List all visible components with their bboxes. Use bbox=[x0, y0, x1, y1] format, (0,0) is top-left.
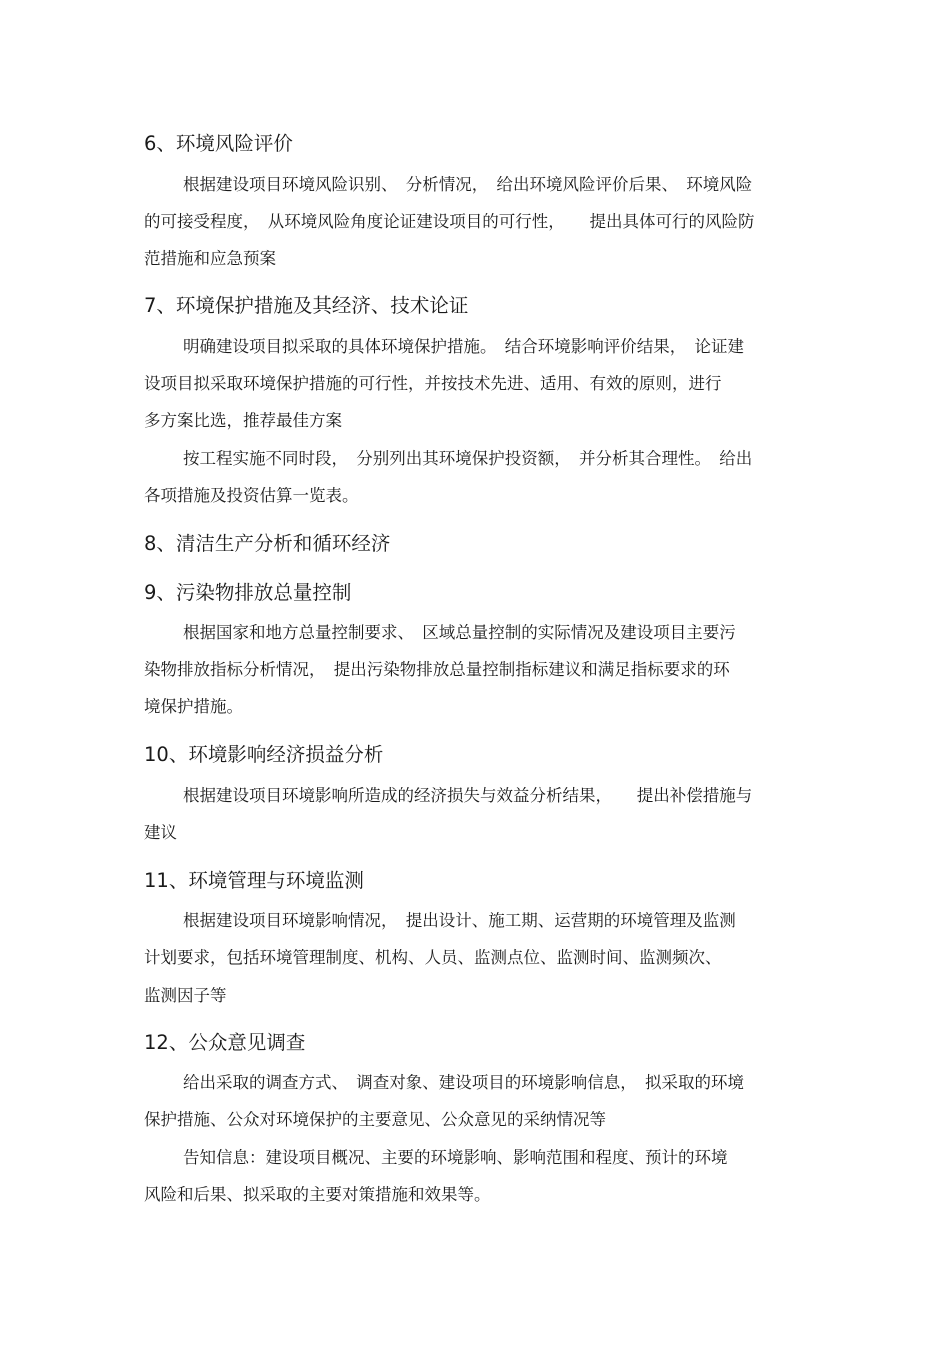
paragraph-line: 根据国家和地方总量控制要求、 区域总量控制的实际情况及建设项目主要污 bbox=[183, 623, 736, 642]
section-heading-9: 9、污染物排放总量控制 bbox=[144, 581, 352, 604]
paragraph-line: 根据建设项目环境影响情况， 提出设计、施工期、运营期的环境管理及监测 bbox=[183, 911, 736, 930]
paragraph-line: 建议 bbox=[144, 823, 177, 842]
paragraph-line: 多方案比选，推荐最佳方案 bbox=[144, 411, 342, 430]
paragraph-line: 给出采取的调查方式、 调查对象、建设项目的环境影响信息， 拟采取的环境 bbox=[183, 1073, 744, 1092]
section-heading-11: 11、环境管理与环境监测 bbox=[144, 869, 364, 892]
paragraph-line: 范措施和应急预案 bbox=[144, 249, 276, 268]
section-heading-12: 12、公众意见调查 bbox=[144, 1031, 306, 1054]
paragraph-line: 按工程实施不同时段， 分别列出其环境保护投资额， 并分析其合理性。 给出 bbox=[183, 449, 753, 468]
paragraph-line: 明确建设项目拟采取的具体环境保护措施。 结合环境影响评价结果， 论证建 bbox=[183, 337, 744, 356]
paragraph-line: 境保护措施。 bbox=[144, 697, 243, 716]
paragraph-line: 根据建设项目环境影响所造成的经济损失与效益分析结果， 提出补偿措施与 bbox=[183, 786, 753, 805]
paragraph-line: 的可接受程度， 从环境风险角度论证建设项目的可行性， 提出具体可行的风险防 bbox=[144, 212, 755, 231]
paragraph-line: 根据建设项目环境风险识别、 分析情况， 给出环境风险评价后果、 环境风险 bbox=[183, 175, 753, 194]
paragraph-line: 各项措施及投资估算一览表。 bbox=[144, 486, 359, 505]
paragraph-line: 计划要求，包括环境管理制度、机构、人员、监测点位、监测时间、监测频次、 bbox=[144, 948, 722, 967]
section-heading-10: 10、环境影响经济损益分析 bbox=[144, 743, 384, 766]
paragraph-line: 染物排放指标分析情况， 提出污染物排放总量控制指标建议和满足指标要求的环 bbox=[144, 660, 730, 679]
section-heading-8: 8、清洁生产分析和循环经济 bbox=[144, 532, 391, 555]
paragraph-line: 风险和后果、拟采取的主要对策措施和效果等。 bbox=[144, 1185, 491, 1204]
paragraph-line: 设项目拟采取环境保护措施的可行性，并按技术先进、适用、有效的原则，进行 bbox=[144, 374, 722, 393]
paragraph-line: 告知信息：建设项目概况、主要的环境影响、影响范围和程度、预计的环境 bbox=[183, 1148, 728, 1167]
section-heading-7: 7、环境保护措施及其经济、技术论证 bbox=[144, 294, 469, 317]
section-heading-6: 6、环境风险评价 bbox=[144, 132, 293, 155]
paragraph-line: 保护措施、公众对环境保护的主要意见、公众意见的采纳情况等 bbox=[144, 1110, 606, 1129]
paragraph-line: 监测因子等 bbox=[144, 986, 227, 1005]
